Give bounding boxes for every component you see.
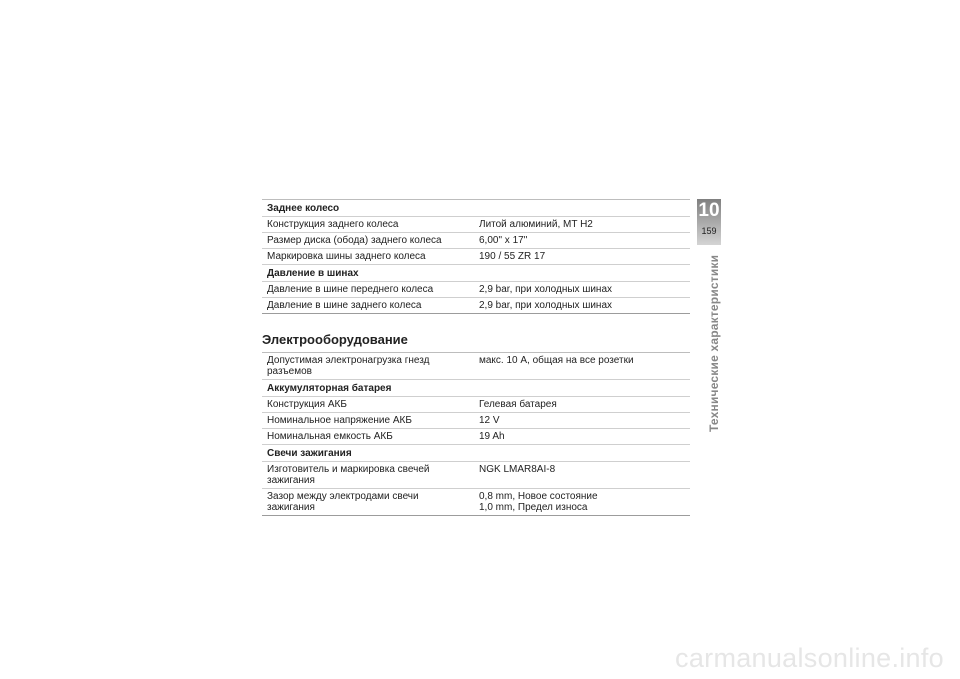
spec-label: Конструкция заднего колеса — [262, 217, 474, 233]
chapter-title-vertical: Технические характеристики — [707, 254, 721, 432]
wheel-spec-table — [262, 199, 690, 314]
spark-plugs-heading: Свечи зажигания — [262, 445, 690, 462]
spec-label: Размер диска (обода) заднего колеса — [262, 233, 474, 249]
spec-label: Зазор между электродами свечи зажигания — [262, 489, 474, 516]
table-row — [262, 462, 690, 489]
section-heading-row — [262, 200, 690, 217]
tire-pressure-heading: Давление в шинах — [262, 265, 690, 282]
chapter-number: 10 — [698, 200, 720, 221]
table-row — [262, 298, 690, 314]
spec-label: Давление в шине заднего колеса — [262, 298, 474, 314]
spec-value: 19 Ah — [474, 429, 690, 445]
spec-value: 2,9 bar, при холодных шинах — [474, 282, 690, 298]
battery-heading: Аккумуляторная батарея — [262, 380, 690, 397]
spec-label: Изготовитель и маркировка свечей зажигания — [262, 462, 474, 489]
section-heading-row — [262, 445, 690, 462]
page-number: 159 — [701, 226, 717, 236]
spec-label: Номинальное напряжение АКБ — [262, 413, 474, 429]
spec-value: 0,8 mm, Новое состояние — [479, 491, 598, 502]
spec-value: 6,00" x 17" — [474, 233, 690, 249]
spec-label: Давление в шине переднего колеса — [262, 282, 474, 298]
rear-wheel-heading: Заднее колесо — [262, 200, 690, 217]
table-row — [262, 429, 690, 445]
table-row — [262, 489, 690, 516]
watermark: carmanualsonline.info — [675, 643, 944, 673]
spec-value: 190 / 55 ZR 17 — [474, 249, 690, 265]
chapter-tab — [697, 199, 721, 245]
spec-value: Гелевая батарея — [474, 397, 690, 413]
spec-label: Конструкция АКБ — [262, 397, 474, 413]
electrical-spec-table — [262, 352, 690, 516]
spec-value-multiline — [474, 489, 690, 516]
spec-value: макс. 10 A, общая на все розетки — [474, 353, 690, 380]
page-content — [262, 199, 690, 516]
spec-value: Литой алюминий, MT H2 — [474, 217, 690, 233]
section-heading-row — [262, 265, 690, 282]
spec-value: 12 V — [474, 413, 690, 429]
spec-label: Маркировка шины заднего колеса — [262, 249, 474, 265]
table-row — [262, 217, 690, 233]
spec-label: Допустимая электронагрузка гнезд разъемов — [262, 353, 474, 380]
table-row — [262, 397, 690, 413]
spec-value: 1,0 mm, Предел износа — [479, 502, 588, 513]
spec-value: NGK LMAR8AI-8 — [474, 462, 690, 489]
table-row — [262, 353, 690, 380]
spec-value: 2,9 bar, при холодных шинах — [474, 298, 690, 314]
table-row — [262, 249, 690, 265]
table-row — [262, 413, 690, 429]
section-heading-row — [262, 380, 690, 397]
spec-label: Номинальная емкость АКБ — [262, 429, 474, 445]
table-row — [262, 282, 690, 298]
electrical-section-title: Электрооборудование — [262, 332, 408, 347]
table-row — [262, 233, 690, 249]
